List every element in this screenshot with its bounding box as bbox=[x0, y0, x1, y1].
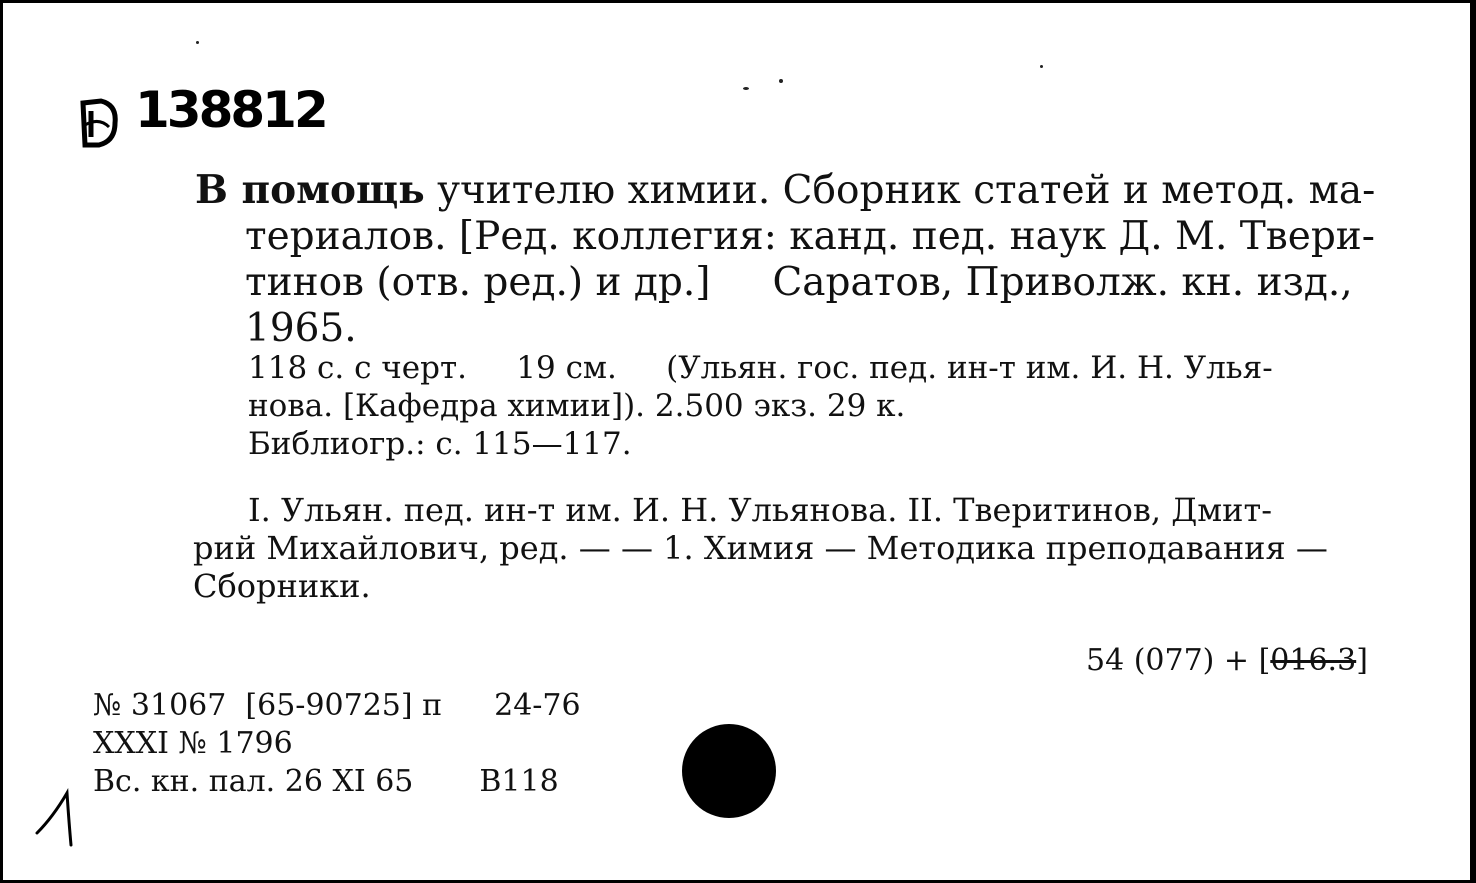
bibliographic-entry bbox=[195, 167, 1376, 352]
tracings-line-1: I. Ульян. пед. ин-т им. И. Н. Ульянова. II. Тверитинов, Дмит- bbox=[248, 491, 1272, 529]
classification-number bbox=[1086, 643, 1368, 678]
imprint-line-2: нова. [Кафедра химии]). 2.500 экз. 29 к. bbox=[248, 388, 906, 424]
handwritten-mark-icon bbox=[33, 783, 77, 849]
print-speck bbox=[779, 79, 783, 83]
entry-title-rest: учителю химии. Сборник статей и метод. ма- bbox=[424, 168, 1376, 213]
registry-number: № 31067 [65-90725] п bbox=[93, 688, 443, 723]
registry-chamber-code: В118 bbox=[479, 764, 559, 799]
tracings-line-3: Сборники. bbox=[193, 567, 371, 605]
registry-code: 24-76 bbox=[494, 688, 581, 723]
punch-hole-icon bbox=[682, 724, 776, 818]
entry-line-3: тинов (отв. ред.) и др.] Саратов, Приволж. кн. изд., bbox=[245, 260, 1353, 305]
classification-main: 54 (077) + [ bbox=[1086, 643, 1271, 678]
imprint-line-1: 118 с. с черт. 19 см. (Ульян. гос. пед. ин-т им. И. Н. Улья- bbox=[248, 350, 1273, 386]
classification-struck: 016.3 bbox=[1270, 643, 1357, 678]
entry-title-lead: В помощь bbox=[195, 167, 425, 213]
registry-line-1 bbox=[93, 687, 581, 725]
print-speck bbox=[1040, 65, 1043, 68]
entry-line-2: териалов. [Ред. коллегия: канд. пед. наук Д. М. Твери- bbox=[245, 214, 1375, 259]
entry-line-1 bbox=[195, 167, 1376, 214]
tracings-block bbox=[193, 491, 1328, 605]
registry-block bbox=[93, 687, 581, 801]
registry-line-2: XXXI № 1796 bbox=[93, 726, 293, 761]
library-stamp-icon bbox=[79, 97, 119, 149]
call-number: 138812 bbox=[135, 81, 326, 139]
classification-close: ] bbox=[1356, 643, 1368, 678]
tracings-line-2: рий Михайлович, ред. — — 1. Химия — Методика преподавания — bbox=[193, 529, 1328, 567]
print-speck bbox=[196, 41, 199, 44]
registry-line-3 bbox=[93, 763, 581, 801]
imprint-line-3: Библиогр.: с. 115—117. bbox=[248, 426, 632, 462]
entry-line-4: 1965. bbox=[245, 306, 357, 351]
imprint-block bbox=[248, 349, 1273, 463]
registry-chamber: Вс. кн. пал. 26 XI 65 bbox=[93, 764, 414, 799]
print-speck bbox=[743, 87, 749, 90]
